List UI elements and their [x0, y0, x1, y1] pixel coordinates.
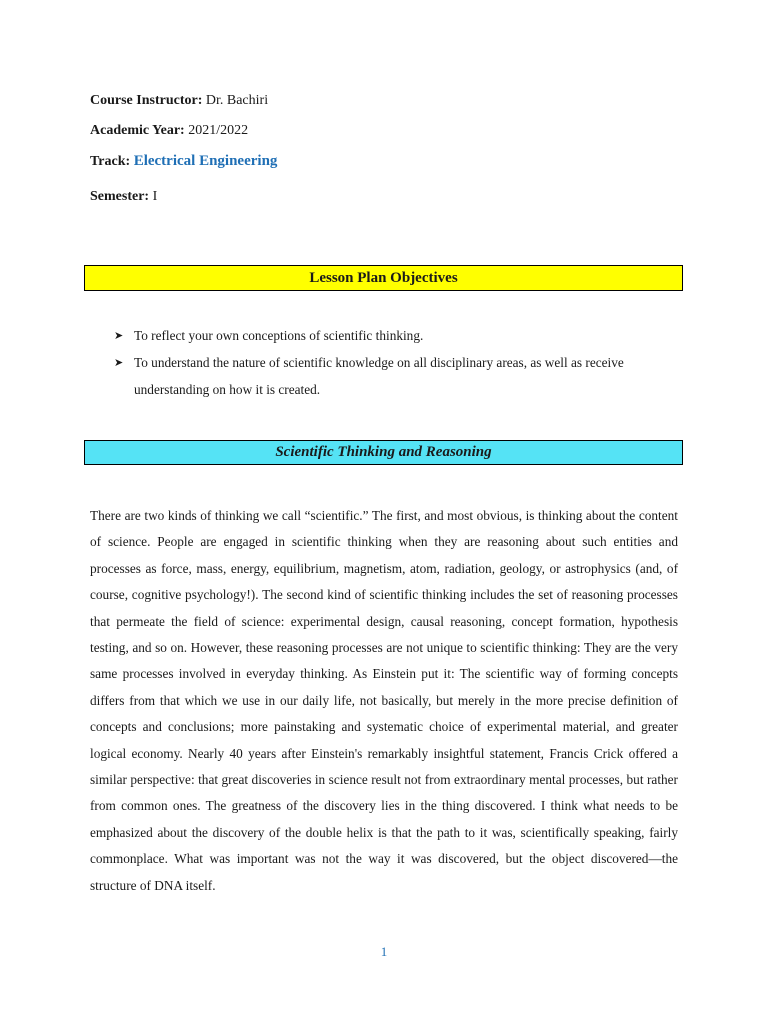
- section-heading: Scientific Thinking and Reasoning: [84, 440, 683, 465]
- objectives-heading: Lesson Plan Objectives: [84, 265, 683, 291]
- track-line: [90, 152, 277, 171]
- objective-text: To reflect your own conceptions of scientific thinking.: [134, 328, 424, 343]
- academic-year-line: [90, 122, 248, 140]
- semester-value: I: [152, 189, 158, 204]
- body-paragraph: There are two kinds of thinking we call “scientific.” The first, and most obvious, is thinking about the content of science. People are engaged in scientific thinking when they are reasoning about such entities and processes as force, mass, energy, equilibrium, magnetism, atom, radiation, geology, or astrophysics (and, of course, cognitive psychology!). The second kind of scientific thinking includes the set of reasoning processes that permeate the field of science: experimental design, causal reasoning, concept formation, hypothesis testing, and so on. However, these reasoning processes are not unique to scientific thinking: They are the very same processes involved in everyday thinking. As Einstein put it: The scientific way of forming concepts differs from that which we use in our daily life, not basically, but merely in the more precise definition of concepts and conclusions; more painstaking and systematic choice of experimental material, and greater logical economy. Nearly 40 years after Einstein's remarkably insightful statement, Francis Crick offered a similar perspective: that great discoveries in science result not from extraordinary mental processes, but rather from common ones. The greatness of the discovery lies in the thing discovered. I think what needs to be emphasized about the discovery of the double helix is that the path to it was, scientifically speaking, fairly commonplace. What was important was not the way it was discovered, but the object discovered—the structure of DNA itself.: [90, 508, 678, 893]
- year-label: Academic Year:: [90, 123, 185, 138]
- page-number: 1: [380, 944, 388, 959]
- track-label: Track:: [90, 154, 131, 169]
- arrowhead-bullet-icon: ➤: [114, 329, 124, 342]
- year-value: 2021/2022: [188, 123, 249, 138]
- instructor-value: Dr. Bachiri: [205, 93, 269, 108]
- course-instructor-line: [90, 92, 268, 110]
- arrowhead-bullet-icon: ➤: [114, 356, 124, 369]
- semester-line: [90, 188, 157, 206]
- objective-item: [114, 349, 684, 403]
- objectives-list: [114, 322, 684, 403]
- semester-label: Semester:: [90, 189, 150, 204]
- instructor-label: Course Instructor:: [90, 93, 203, 108]
- track-value: Electrical Engineering: [133, 153, 278, 169]
- objective-item: [114, 322, 684, 349]
- objective-text: To understand the nature of scientific knowledge on all disciplinary areas, as well as receive understanding on how it is created.: [134, 355, 624, 397]
